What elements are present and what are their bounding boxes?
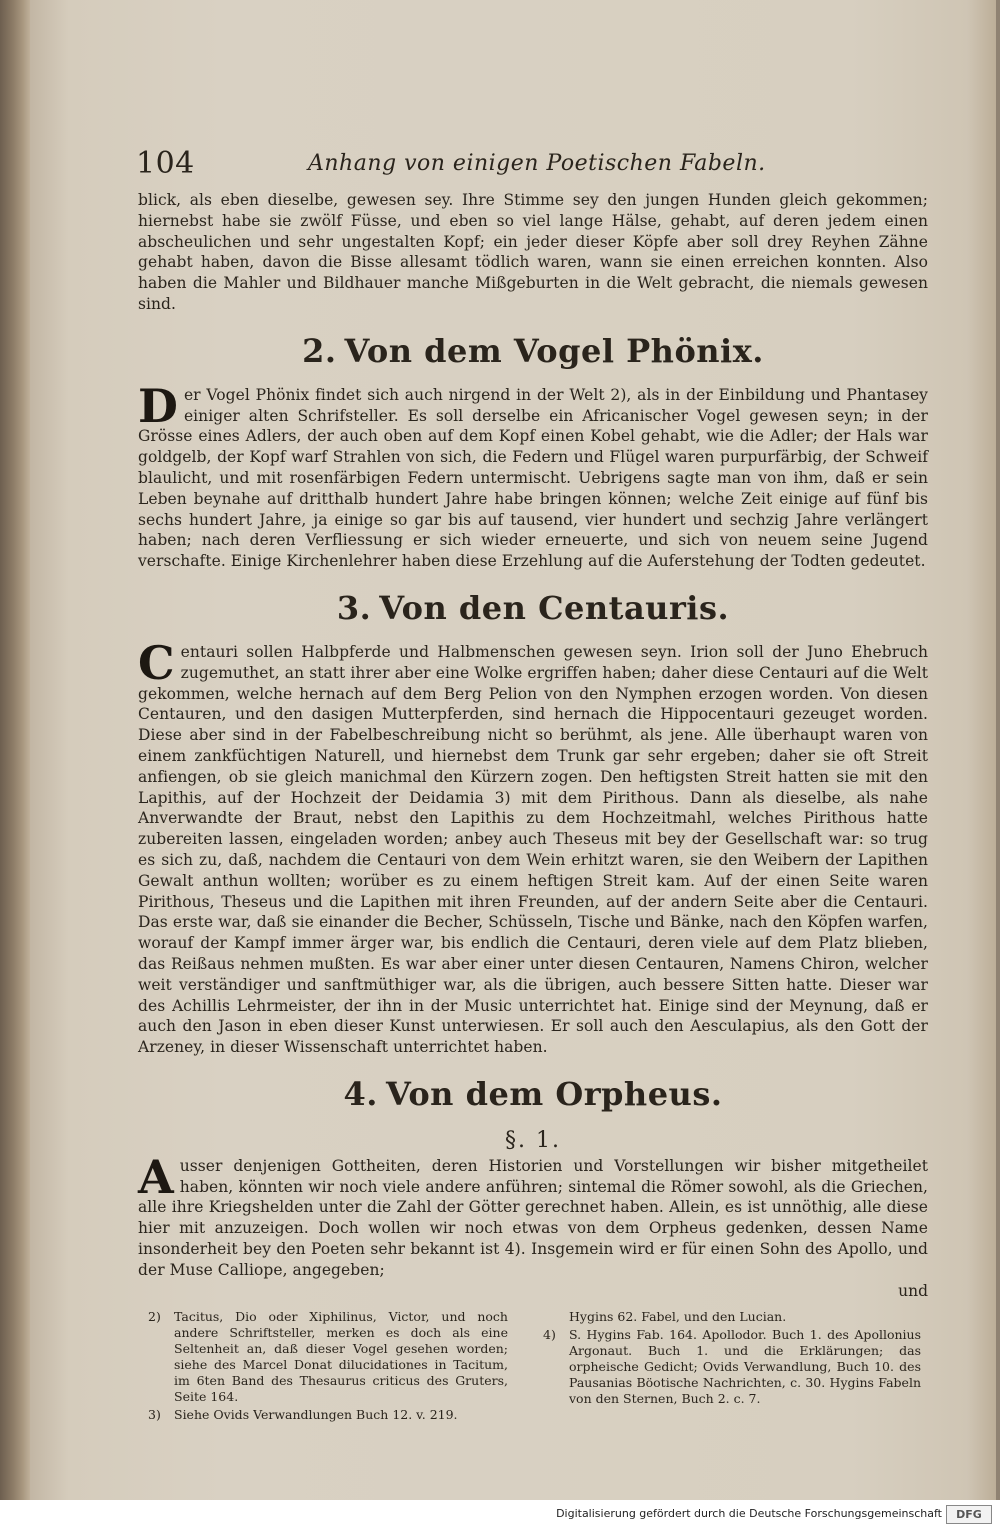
page-edge: [996, 0, 1000, 1500]
footnotes-left-column: [148, 1309, 508, 1425]
footnote-text: Siehe Ovids Verwandlungen Buch 12. v. 219.: [174, 1406, 458, 1422]
section-heading-orpheus: [138, 1074, 928, 1114]
section-title: Von den Centauris.: [379, 588, 730, 627]
page-number: 104: [136, 146, 195, 181]
page-content: [138, 144, 928, 1429]
footnote: [148, 1407, 508, 1423]
footnote: [543, 1327, 921, 1407]
section-heading-phoenix: [138, 331, 928, 371]
section-text-phoenix: [138, 378, 928, 572]
section-text-orpheus: [138, 1149, 928, 1281]
book-binding: [0, 0, 30, 1500]
section-title: Von dem Orpheus.: [385, 1074, 723, 1113]
paragraph-mark: §. 1.: [505, 1127, 561, 1153]
section-body: usser denjenigen Gottheiten, deren Historien und Vorstellungen wir bisher mitgetheilet haben, könnten wir noch viele andere anführen; sintemal die Römer sowohl, als die Griechen, alle ihre Kriegshelden unter die Zahl der Götter gerechnet haben. Allein, es ist unnöthig, alle diese hier mit anzuzeigen. Doch wollen wir noch etwas von dem Orpheus gedenken, dessen Name insonderheit bey den Poeten sehr bekannt ist 4). Insgemein wird er für einen Sohn des Apollo, und der Muse Calliope, angegeben;: [138, 1156, 928, 1279]
footnote-text: S. Hygins Fab. 164. Apollodor. Buch 1. des Apollonius Argonaut. Buch 1. und die Erklärungen; das orpheische Gedicht; Ovids Verwandlung, Buch 10. des Pausanias Böotische Nachrichten, c. 30. Hygins Fabeln von den Sternen, Buch 2. c. 7.: [569, 1326, 921, 1406]
drop-cap: C: [138, 635, 175, 690]
section-text-centauri: [138, 635, 928, 1058]
intro-continuation: blick, als eben dieselbe, gewesen sey. Ihre Stimme sey den jungen Hunden gleich gekommen; hiernebst habe sie zwölf Füsse, und eben so viel lange Hälse, gehabt, auf deren jedem einen abscheulichen und sehr ungestalten Kopf; ein jeder dieser Köpfe aber soll drey Reyhen Zähne gehabt haben, davon die Bisse allesamt tödlich waren, wann sie einen erreichen konnten. Also haben die Mahler und Bildhauer manche Mißgeburten in die Welt gebracht, die niemals gewesen sind.: [138, 191, 928, 313]
section-body: er Vogel Phönix findet sich auch nirgend in der Welt 2), als in der Einbildung und Phantasey einiger alten Schrifsteller. Es soll derselbe ein Africanischer Vogel gewesen seyn; in der Grösse eines Adlers, der auch oben auf dem Kopf einen Kobel gehabt, wie die Adler; der Hals war goldgelb, der Kopf warf Strahlen von sich, die Federn und Flügel waren purpurfärbig, der Schweif blaulicht, und mit rosenfärbigen Federn untermischt. Uebrigens sagte man von ihm, daß er sein Leben beynahe auf dritthalb hundert Jahre habe bringen können; welche Zeit einige auf fünf bis sechs hundert Jahre, ja einige so gar bis auf tausend, vier hundert und sechzig Jahre verlängert haben; nach deren Verfliessung er sich wieder erneuerte, und sich von neuem seine Jugend verschafte. Einige Kirchenlehrer haben diese Erzehlung auf die Auferstehung der Todten gedeutet.: [138, 385, 928, 571]
drop-cap: A: [138, 1149, 174, 1204]
footnote-mark: 2): [148, 1308, 161, 1324]
drop-cap: D: [138, 378, 178, 433]
running-title: Anhang von einigen Poetischen Fabeln.: [308, 151, 766, 176]
section-number: 4.: [343, 1074, 378, 1113]
running-head: [138, 144, 928, 184]
footnote-text: Tacitus, Dio oder Xiphilinus, Victor, und noch andere Schriftsteller, merken es doch als eine Seltenheit an, daß dieser Vogel gesehen worden; siehe des Marcel Donat dilucidationes in Tacitum, im 6ten Band des Thesaurus criticus des Gruters, Seite 164.: [174, 1308, 508, 1404]
footnotes-right-column: [543, 1309, 921, 1409]
footnote-mark: 3): [148, 1406, 161, 1422]
catchword: und: [898, 1281, 928, 1300]
section-number: 2.: [302, 331, 337, 370]
section-title: Von dem Vogel Phönix.: [344, 331, 764, 370]
section-number: 3.: [336, 588, 372, 627]
digitization-footer: [0, 1500, 1000, 1527]
footer-credit: Digitalisierung gefördert durch die Deutsche Forschungsgemeinschaft: [556, 1507, 942, 1520]
footnote-mark: 4): [543, 1326, 556, 1342]
footnote-continuation: Hygins 62. Fabel, und den Lucian.: [569, 1308, 787, 1324]
section-body: entauri sollen Halbpferde und Halbmenschen gewesen seyn. Irion soll der Juno Ehebruch zugemuthet, an statt ihrer aber eine Wolke ergriffen haben; daher diese Centauri auf die Welt gekommen, welche hernach auf dem Berg Pelion von den Nymphen erzogen worden. Von diesen Centauren, und den dasigen Mutterpferden, sind hernach die Hippocentauri gezeuget worden. Diese aber sind in der Fabelbeschreibung nicht so berühmt, als jene. Alle überhaupt waren von einem zankfüchtigen Naturell, und hiernebst dem Trunk gar sehr ergeben; daher sie oft Streit anfiengen, ob sie gleich manichmal den Kürzern zogen. Den heftigsten Streit hatten sie mit den Lapithis, auf der Hochzeit der Deidamia 3) mit dem Pirithous. Dann als dieselbe, als nahe Anverwandte der Braut, nebst den Lapithis zu dem Hochzeitmahl, welches Pirithous hatte zubereiten lassen, eingeladen worden; anbey auch Theseus mit bey der Gesellschaft war: so trug es sich zu, daß, nachdem die Centauri von dem Wein erhitzt waren, sie den Weibern der Lapithen Gewalt anthun wollten; worüber es zu einem heftigen Streit kam. Auf der einen Seite waren Pirithous, Theseus und die Lapithen mit ihren Freunden, auf der andern Seite aber die Centauri. Das erste war, daß sie einander die Becher, Schüsseln, Tische und Bänke, nach den Köpfen warfen, worauf der Kampf immer ärger war, bis endlich die Centauri, deren viele auf dem Platz blieben, das Reißaus nehmen mußten. Es war aber einer unter diesen Centauren, Namens Chiron, welcher weit verständiger und sanftmüthiger war, als die übrigen, auch bessere Sitten hatte. Dieser war des Achillis Lehrmeister, der ihn in der Music unterrichtet hat. Einige sind der Meynung, daß er auch den Jason in eben dieser Kunst unterwiesen. Er soll auch den Aesculapius, als den Gott der Arzeney, in dieser Wissenschaft unterrichtet haben.: [138, 642, 928, 1057]
dfg-logo-icon: DFG: [946, 1505, 992, 1524]
footnotes: [138, 1309, 928, 1429]
section-heading-centauri: [138, 588, 928, 628]
footnote: [148, 1309, 508, 1405]
